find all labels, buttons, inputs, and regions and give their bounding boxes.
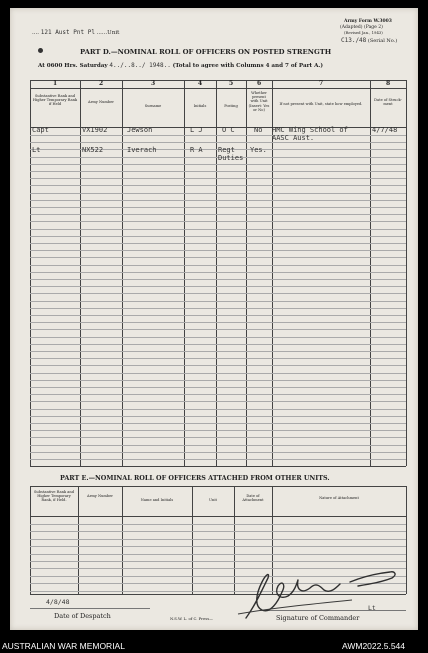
row-1-number: VX1902 [82,126,108,134]
serial-label: (Serial No.) [367,38,398,44]
e-col-header-rank: Substantive Rank and Higher Temporary Rank, if Held. [33,490,75,503]
col-number-6: 6 [257,80,262,87]
row-1-posting: O C [222,126,235,134]
ruled-line [30,142,406,143]
ruled-line [30,430,406,431]
ruled-line [30,351,406,352]
row-2-present: Yes. [250,146,267,154]
ruled-line [30,452,406,453]
row-2-initials: R A [190,146,203,154]
ruled-line [30,221,406,222]
col-header-rank: Substantive Rank and Higher Temporary Rank if Held [32,94,78,107]
footer-bar [0,638,428,653]
at-time-suffix: (Total to agree with Columns 4 and 7 of Part A.) [172,63,324,69]
e-col-header-nature: Nature of Attachment [319,496,359,500]
col-number-4: 4 [198,80,203,87]
ruled-line [30,365,406,366]
ruled-line [30,279,406,280]
unit-label: ......Unit [96,30,120,36]
col-number-2: 2 [99,80,104,87]
col-number-5: 5 [229,80,234,87]
form-adapted: (Adapted) (Page 2) [340,25,383,30]
commander-label: Signature of Commander [276,614,360,622]
ruled-line [30,394,406,395]
at-time-line [38,62,323,69]
col-number-7: 7 [319,80,324,87]
ruled-line [30,437,406,438]
ruled-line [30,524,406,525]
ruled-line [30,265,406,266]
ruled-line [30,445,406,446]
commander-rank: Lt [368,604,376,612]
unit-prefix: .... [32,30,39,36]
col-header-posting: Posting [224,104,238,108]
ruled-line [30,293,406,294]
ruled-line [30,423,406,424]
ruled-line [30,344,406,345]
e-col-header-unit: Unit [209,498,217,502]
ruled-line [30,250,406,251]
ruled-line [30,236,406,237]
ruled-line [30,185,406,186]
unit-line [32,30,119,36]
row-2-number: NX522 [82,146,104,154]
ruled-line [30,554,406,555]
ruled-line [30,358,406,359]
col-header-surname: Surname [144,104,162,108]
ruled-line [30,171,406,172]
ruled-line [30,308,406,309]
row-1-present: No [254,126,263,134]
row-1-initials: L J [190,126,203,134]
ruled-line [30,200,406,201]
ruled-line [30,214,406,215]
row-1-employment: HMC Wing School of AASC Aust. [272,126,348,142]
col-number-3: 3 [151,80,156,87]
despatch-label: Date of Despatch [54,612,111,620]
row-2-posting: Regt Duties [218,146,244,162]
ruled-line [30,272,406,273]
ruled-line [30,286,406,287]
footer-left: AUSTRALIAN WAR MEMORIAL [2,641,125,651]
ruled-line [30,301,406,302]
row-2-rank: Lt [32,146,41,154]
row-1-date: 4/7/48 [372,126,398,134]
ruled-line [30,459,406,460]
at-time-prefix: At 0600 Hrs. Saturday [38,63,108,69]
row-1-surname: Jewson [127,126,153,134]
ruled-line [30,243,406,244]
ruled-line [30,416,406,417]
ruled-line [30,329,406,330]
e-col-header-army-number: Army Number [87,494,113,498]
ruled-line [30,409,406,410]
col-header-date: Date of Struck-ment [374,98,402,107]
ruled-line [30,207,406,208]
ruled-line [30,546,406,547]
hole-mark [38,48,43,53]
e-col-header-name: Name and Initials [140,498,174,502]
ruled-line [30,193,406,194]
ruled-line [30,387,406,388]
ruled-line [30,229,406,230]
col-number-1: 1 [53,80,58,87]
part-e-title: PART E.—NOMINAL ROLL OF OFFICERS ATTACHED FROM OTHER UNITS. [60,474,330,482]
part-d-title: PART D.—NOMINAL ROLL OF OFFICERS ON POSTED STRENGTH [80,48,332,56]
row-1-rank: Capt [32,126,49,134]
document-page [10,8,418,630]
signature [232,560,400,622]
ruled-line [30,164,406,165]
col-number-8: 8 [386,80,391,87]
row-2-surname: Iverach [127,146,157,154]
e-col-header-date: Date of Attachment [242,494,264,503]
despatch-date: 4/8/48 [46,598,70,606]
col-header-army-number: Army Number [88,100,114,104]
form-id: Army Form W.3003 [344,19,392,24]
ruled-line [30,337,406,338]
col-header-initials: Initials [193,104,207,108]
serial-line [341,37,397,44]
printer-imprint: N.S.W. L. of C. Press— [170,616,213,621]
ruled-line [30,178,406,179]
ruled-line [30,401,406,402]
col-header-employment: If not present with Unit, state how employed. [279,102,363,106]
form-revised: (Revised Jan., 1943) [344,30,383,35]
unit-value: 121 Aust Pnt Pl [40,29,95,36]
serial-value: C13./48 [341,37,367,44]
ruled-line [30,531,406,532]
ruled-line [30,322,406,323]
col-header-present: Whether present with Unit (Insert: Yes or No) [248,91,270,112]
ruled-line [30,257,406,258]
ruled-line [30,380,406,381]
ruled-line [30,373,406,374]
footer-right: AWM2022.5.544 [342,641,405,651]
ruled-line [30,539,406,540]
at-time-date: 4../..8../ 1948.. [109,62,171,69]
ruled-line [30,315,406,316]
